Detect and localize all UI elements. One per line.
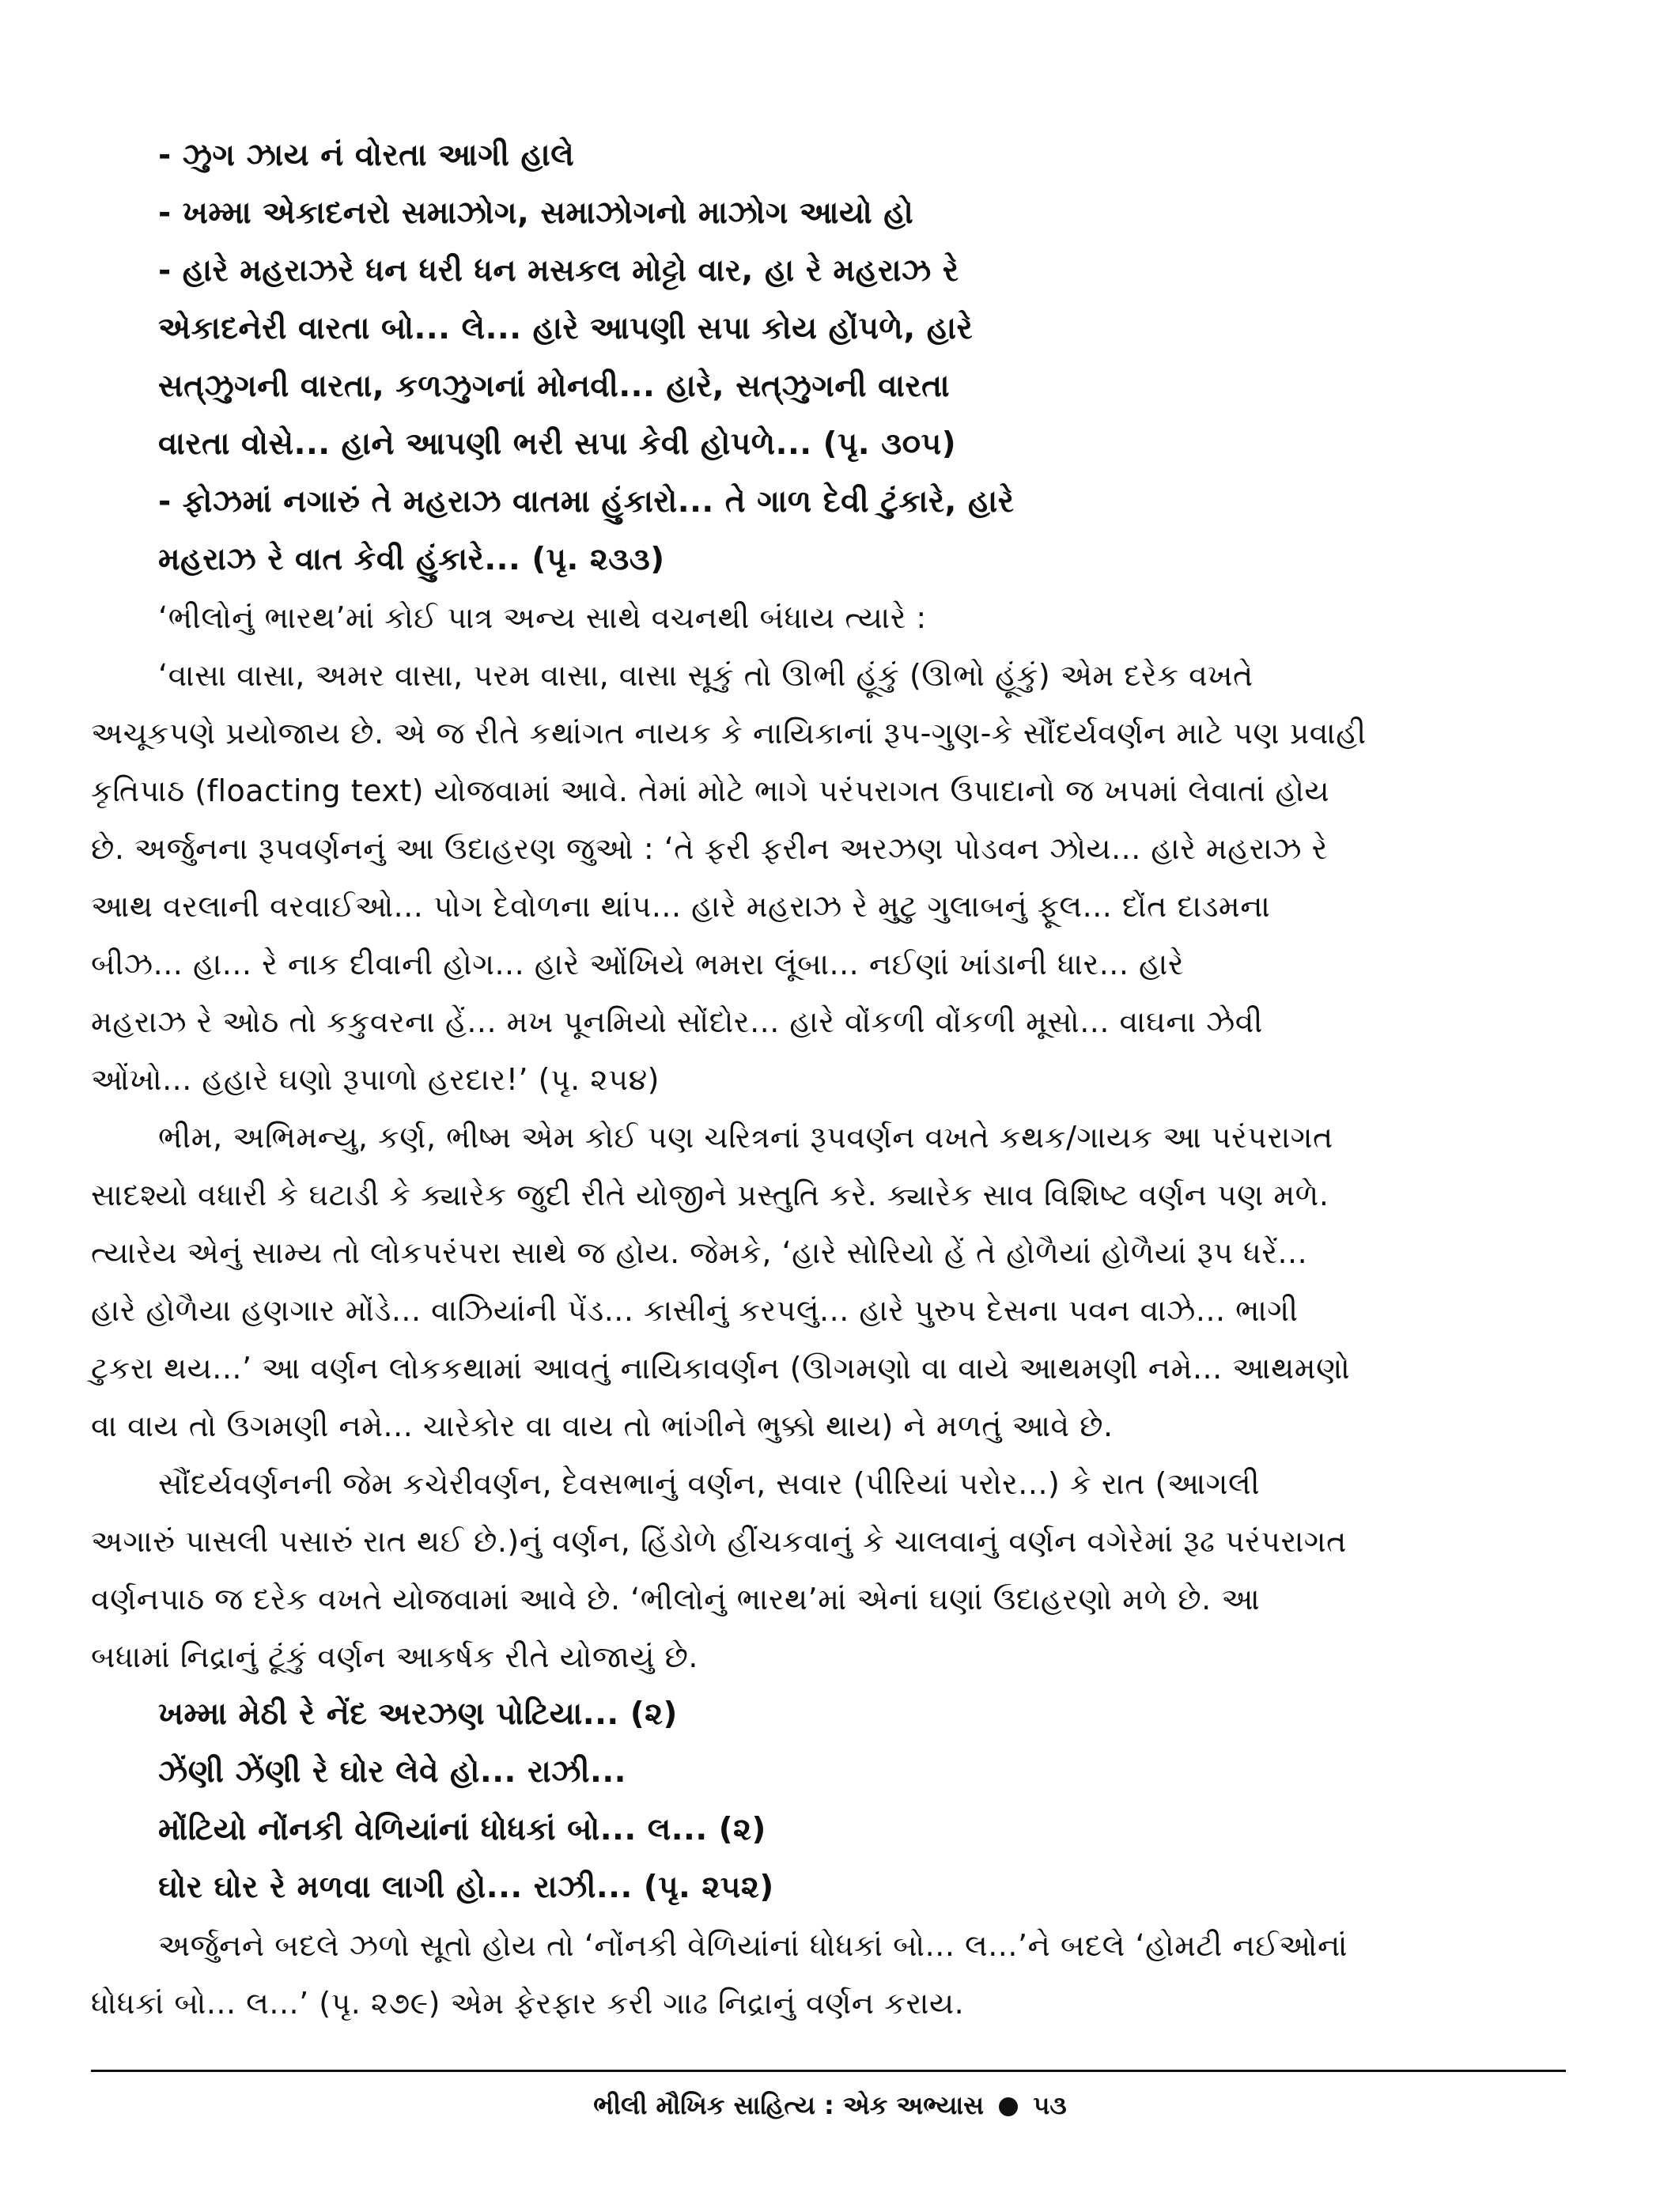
paragraph-line: આથ વરલાની વરવાઈઓ... પોગ દેવોળના થાંપ... હારે મહરાઝ રે મુટુ ગુલાબનું ફૂલ... દોંત દાડમના bbox=[91, 889, 1271, 924]
verse-line-9: ખમ્મા મેઠી રે નેંદ અરઝણ પોટિયા... (૨) bbox=[158, 1696, 678, 1732]
verse-line-7: - ફોઝમાં નગારું તે મહરાઝ વાતમા હુંકારો... તે ગાળ દેવી ટુંકારે, હારે bbox=[158, 484, 1015, 520]
paragraph-line: ભીમ, અભિમન્યુ, કર્ણ, ભીષ્મ એમ કોઈ પણ ચરિત્રનાં રૂપવર્ણન વખતે કથક/ગાયક આ પરંપરાગત bbox=[158, 1120, 1333, 1155]
paragraph-line: છે. અર્જુનના રૂપવર્ણનનું આ ઉદાહરણ જુઓ : ‘તે ફરી ફરીન અરઝણ પોડવન ઝોય... હારે મહરાઝ રે bbox=[91, 831, 1328, 866]
page-number: ૫૩ bbox=[1033, 2090, 1067, 2120]
paragraph-line: બીઝ... હા... રે નાક દીવાની હોગ... હારે ઓંખિયે ભમરા લૂંબા... નઈણાં ખાંડાની ધાર... હારે bbox=[91, 947, 1185, 981]
verse-line-6: વારતા વોસે... હાને આપણી ભરી સપા કેવી હોપળે... (પૃ. ૩૦૫) bbox=[158, 426, 957, 462]
verse-line-4: એકાદનેરી વારતા બો... લે... હારે આપણી સપા કોય હોંપળે, હારે bbox=[158, 311, 974, 346]
paragraph-line: હારે હોળૈયા હણગાર મોંડે... વાઝિયાંની પેંડ... કાસીનું કરપલું... હારે પુરુપ દેસના પવન વાઝે... ભાગી bbox=[91, 1293, 1299, 1328]
paragraph-line: અચૂકપણે પ્રયોજાય છે. એ જ રીતે કથાંગત નાયક કે નાયિકાનાં રૂપ-ગુણ-કે સૌંદર્યવર્ણન માટે પણ પ્રવાહી bbox=[91, 716, 1367, 751]
page-footer bbox=[0, 2085, 1660, 2125]
verse-line-8: મહરાઝ રે વાત કેવી હુંકારે... (પૃ. ૨૩૩) bbox=[158, 542, 665, 577]
paragraph-line: મહરાઝ રે ઓઠ તો કકુવરના હેં... મખ પૂનમિયો સોંદોર... હારે વોંકળી વોંકળી મૂસો... વાઘના ઝેવી bbox=[91, 1004, 1263, 1039]
paragraph-line: ત્યારેય એનું સામ્ય તો લોકપરંપરા સાથે જ હોય. જેમકે, ‘હારે સોરિયો હેં તે હોળૈયાં હોળૈયાં રૂપ ધરેં... bbox=[91, 1235, 1308, 1270]
verse-line-12: ઘોર ઘોર રે મળવા લાગી હો... રાઝી... (પૃ. ૨૫૨) bbox=[158, 1870, 774, 1905]
verse-line-5: સત્‌ઝુગની વારતા, કળઝુગનાં મોનવી... હારે, સત્‌ઝુગની વારતા bbox=[158, 369, 951, 404]
verse-line-3: - હારે મહરાઝરે ધન ધરી ધન મસકલ મોટ્ટો વાર, હા રે મહરાઝ રે bbox=[158, 253, 959, 289]
paragraph-line: સાદશ્યો વધારી કે ઘટાડી કે ક્યારેક જુદી રીતે યોજીને પ્રસ્તુતિ કરે. ક્યારેક સાવ વિશિષ્ટ વર્ણન પણ મળે. bbox=[91, 1178, 1329, 1212]
paragraph-line: ધોધકાં બો... લ...’ (પૃ. ૨૭૯) એમ ફેરફાર કરી ગાઢ નિદ્રાનું વર્ણન કરાય. bbox=[91, 1986, 965, 2021]
verse-line-10: ઝેંણી ઝેંણી રે ઘોર લેવે હો... રાઝી... bbox=[158, 1754, 626, 1790]
paragraph-line: વા વાય તો ઉગમણી નમે... ચારેકોર વા વાય તો ભાંગીને ભુક્કો થાય) ને મળતું આવે છે. bbox=[91, 1408, 1114, 1443]
verse-line-2: - ખમ્મા એકાદનરો સમાઝોગ, સમાઝોગનો માઝોગ આયો હો bbox=[158, 195, 914, 231]
paragraph-line: બધામાં નિદ્રાનું ટૂંકું વર્ણન આકર્ષક રીતે યોજાયું છે. bbox=[91, 1639, 698, 1674]
paragraph-line: ઓંખો... હહારે ઘણો રૂપાળો હરદાર!’ (પૃ. ૨૫૪) bbox=[91, 1062, 660, 1097]
bullet-icon bbox=[999, 2097, 1018, 2116]
paragraph-line: ટુકરા થય...’ આ વર્ણન લોકકથામાં આવતું નાયિકાવર્ણન (ઊગમણો વા વાયે આથમણી નમે... આથમણો bbox=[91, 1351, 1351, 1386]
paragraph-line: અર્જુનને બદલે ઝળો સૂતો હોય તો ‘નોંનકી વેળિયાંનાં ધોધકાં બો... લ...’ને બદલે ‘હોમટી નઈઓનાં bbox=[158, 1928, 1348, 1963]
paragraph-line: ‘વાસા વાસા, અમર વાસા, પરમ વાસા, વાસા સૂકું તો ઊભી હૂંકું (ઊભો હૂંકું) એમ દરેક વખતે bbox=[158, 658, 1254, 693]
paragraph-line: અગારું પાસલી પસારું રાત થઈ છે.)નું વર્ણન, હિંડોળે હીંચકવાનું કે ચાલવાનું વર્ણન વગેરેમાં રૂઢ પરંપરાગત bbox=[91, 1524, 1347, 1559]
footer-divider bbox=[91, 2070, 1566, 2072]
paragraph-line: ‘ભીલોનું ભારથ’માં કોઈ પાત્ર અન્ય સાથે વચનથી બંધાય ત્યારે : bbox=[158, 600, 927, 635]
paragraph-line: વર્ણનપાઠ જ દરેક વખતે યોજવામાં આવે છે. ‘ભીલોનું ભારથ’માં એનાં ઘણાં ઉદાહરણો મળે છે. આ bbox=[91, 1582, 1261, 1616]
book-title: ભીલી મૌખિક સાહિત્ય : એક અભ્યાસ bbox=[593, 2090, 985, 2120]
paragraph-line: કૃતિપાઠ (floacting text) યોજવામાં આવે. તેમાં મોટે ભાગે પરંપરાગત ઉપાદાનો જ ખપમાં લેવાતાં હોય bbox=[91, 773, 1330, 808]
verse-line-1: - ઝુગ ઝાય નં વોરતા આગી હાલે bbox=[158, 138, 575, 173]
paragraph-line: સૌંદર્યવર્ણનની જેમ કચેરીવર્ણન, દેવસભાનું વર્ણન, સવાર (પીરિયાં પરોર...) કે રાત (આગલી bbox=[158, 1466, 1261, 1501]
verse-line-11: મોંટિયો નોંનકી વેળિયાંનાં ધોધકાં બો... લ... (૨) bbox=[158, 1812, 766, 1847]
